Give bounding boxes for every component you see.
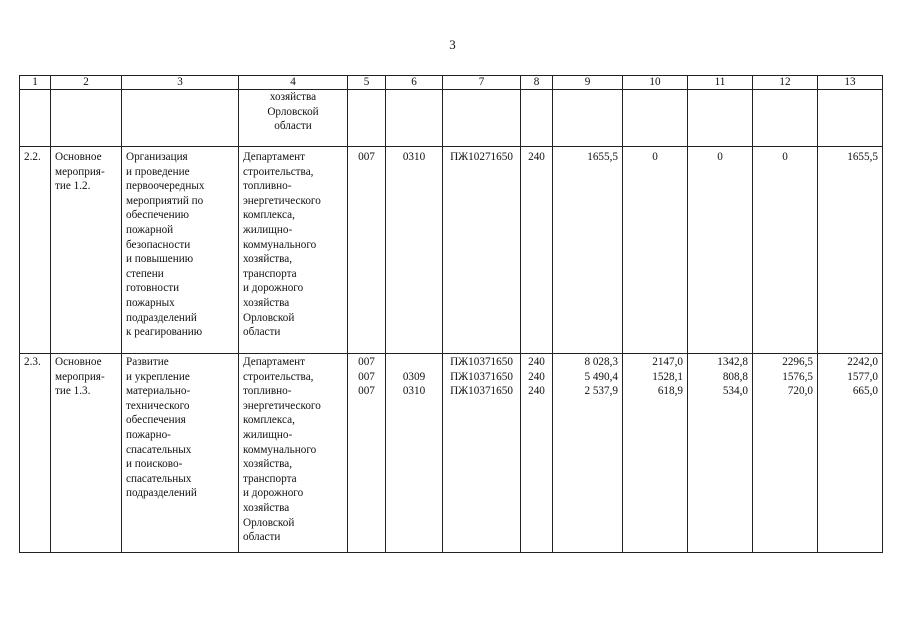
- code-grbs: 007 007 007: [348, 354, 386, 553]
- amount-total: 8 028,3 5 490,4 2 537,9: [553, 354, 623, 553]
- header-cell: 11: [688, 76, 753, 90]
- code-section: [386, 90, 443, 147]
- code-section: 0310: [386, 147, 443, 354]
- table-row: [20, 147, 883, 354]
- row-number: 2.2.: [20, 147, 51, 354]
- amount-year-3: [753, 90, 818, 147]
- header-cell: 10: [623, 76, 688, 90]
- page-number: 3: [449, 37, 456, 52]
- header-cell: 8: [521, 76, 553, 90]
- executor: хозяйства Орловской области: [239, 90, 348, 147]
- header-row: [20, 76, 883, 90]
- row-number: [20, 90, 51, 147]
- event-description: [122, 90, 239, 147]
- code-grbs: 007: [348, 147, 386, 354]
- table-row: [20, 354, 883, 553]
- code-target: ПЖ10271650: [443, 147, 521, 354]
- amount-year-2: 1342,8 808,8 534,0: [688, 354, 753, 553]
- amount-year-1: 2147,0 1528,1 618,9: [623, 354, 688, 553]
- executor: Департамент строительства, топливно- энергетического комплекса, жилищно- коммунального хозяйства, транспорта и дорожного хозяйства Орловской области: [239, 147, 348, 354]
- header-cell: 2: [51, 76, 122, 90]
- code-expense: 240 240 240: [521, 354, 553, 553]
- header-cell: 6: [386, 76, 443, 90]
- amount-year-1: 0: [623, 147, 688, 354]
- amount-year-3: 2296,5 1576,5 720,0: [753, 354, 818, 553]
- header-cell: 13: [818, 76, 883, 90]
- amount-year-4: 2242,0 1577,0 665,0: [818, 354, 883, 553]
- amount-total: [553, 90, 623, 147]
- amount-total: 1655,5: [553, 147, 623, 354]
- table-row: [20, 90, 883, 147]
- amount-year-2: 0: [688, 147, 753, 354]
- code-section: 0309 0310: [386, 354, 443, 553]
- header-cell: 1: [20, 76, 51, 90]
- code-expense: 240: [521, 147, 553, 354]
- budget-table: [19, 75, 883, 553]
- event-name: Основное мероприя- тие 1.2.: [51, 147, 122, 354]
- code-expense: [521, 90, 553, 147]
- amount-year-4: [818, 90, 883, 147]
- amount-year-4: 1655,5: [818, 147, 883, 354]
- code-target: ПЖ10371650 ПЖ10371650 ПЖ10371650: [443, 354, 521, 553]
- header-cell: 9: [553, 76, 623, 90]
- header-cell: 3: [122, 76, 239, 90]
- event-description: Организация и проведение первоочередных мероприятий по обеспечению пожарной безопасности и повышению степени готовности пожарных подразделений к реагированию: [122, 147, 239, 354]
- header-cell: 12: [753, 76, 818, 90]
- code-target: [443, 90, 521, 147]
- executor: Департамент строительства, топливно- энергетического комплекса, жилищно- коммунального хозяйства, транспорта и дорожного хозяйства Орловской области: [239, 354, 348, 553]
- amount-year-3: 0: [753, 147, 818, 354]
- row-number: 2.3.: [20, 354, 51, 553]
- header-cell: 4: [239, 76, 348, 90]
- header-cell: 7: [443, 76, 521, 90]
- amount-year-2: [688, 90, 753, 147]
- event-name: [51, 90, 122, 147]
- event-name: Основное мероприя- тие 1.3.: [51, 354, 122, 553]
- header-cell: 5: [348, 76, 386, 90]
- amount-year-1: [623, 90, 688, 147]
- event-description: Развитие и укрепление материально- технического обеспечения пожарно- спасательных и поисково- спасательных подразделений: [122, 354, 239, 553]
- code-grbs: [348, 90, 386, 147]
